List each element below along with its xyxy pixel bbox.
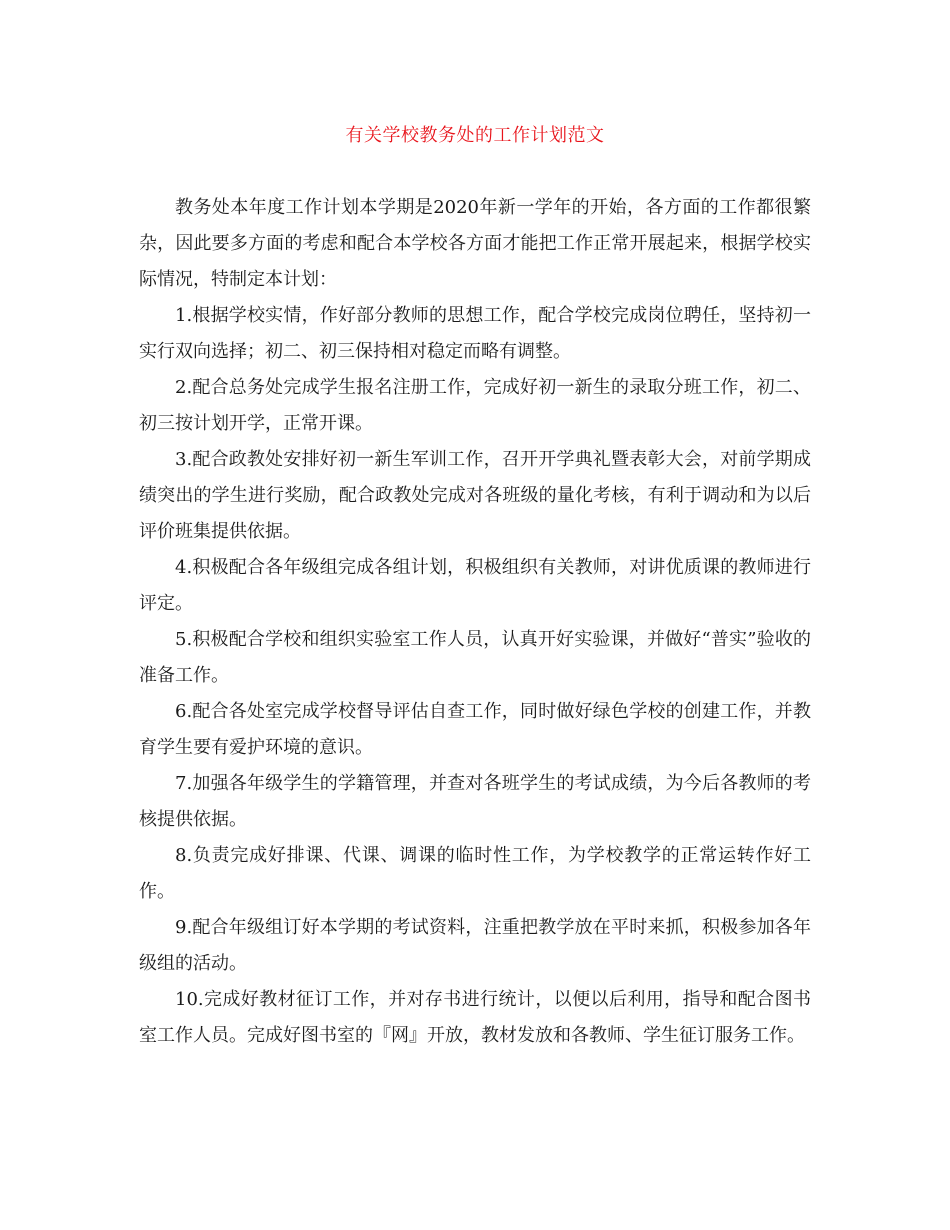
plan-item-6: 6.配合各处室完成学校督导评估自查工作，同时做好绿色学校的创建工作，并教育学生要有爱护环境的意识。 — [139, 701, 811, 758]
plan-item-7: 7.加强各年级学生的学籍管理，并查对各班学生的考试成绩，为今后各教师的考核提供依据。 — [139, 773, 811, 830]
plan-item-2: 2.配合总务处完成学生报名注册工作，完成好初一新生的录取分班工作，初二、初三按计划开学，正常开课。 — [139, 377, 811, 434]
plan-item-4: 4.积极配合各年级组完成各组计划，积极组织有关教师，对讲优质课的教师进行评定。 — [139, 557, 811, 614]
document-body — [139, 190, 811, 1054]
document-title: 有关学校教务处的工作计划范文 — [345, 125, 605, 146]
plan-item-1: 1.根据学校实情，作好部分教师的思想工作，配合学校完成岗位聘任，坚持初一实行双向选择；初二、初三保持相对稳定而略有调整。 — [139, 305, 811, 362]
plan-item-9: 9.配合年级组订好本学期的考试资料，注重把教学放在平时来抓，积极参加各年级组的活动。 — [139, 917, 811, 974]
plan-item-5: 5.积极配合学校和组织实验室工作人员，认真开好实验课，并做好“普实”验收的准备工作。 — [139, 629, 811, 686]
intro-paragraph: 教务处本年度工作计划本学期是2020年新一学年的开始，各方面的工作都很繁杂，因此要多方面的考虑和配合本学校各方面才能把工作正常开展起来，根据学校实际情况，特制定本计划： — [139, 197, 811, 290]
plan-item-3: 3.配合政教处安排好初一新生军训工作，召开开学典礼暨表彰大会，对前学期成绩突出的学生进行奖励，配合政教处完成对各班级的量化考核，有利于调动和为以后评价班集提供依据。 — [139, 449, 811, 542]
plan-item-10: 10.完成好教材征订工作，并对存书进行统计，以便以后利用，指导和配合图书室工作人员。完成好图书室的『网』开放，教材发放和各教师、学生征订服务工作。 — [139, 989, 811, 1046]
plan-item-8: 8.负责完成好排课、代课、调课的临时性工作，为学校教学的正常运转作好工作。 — [139, 845, 811, 902]
